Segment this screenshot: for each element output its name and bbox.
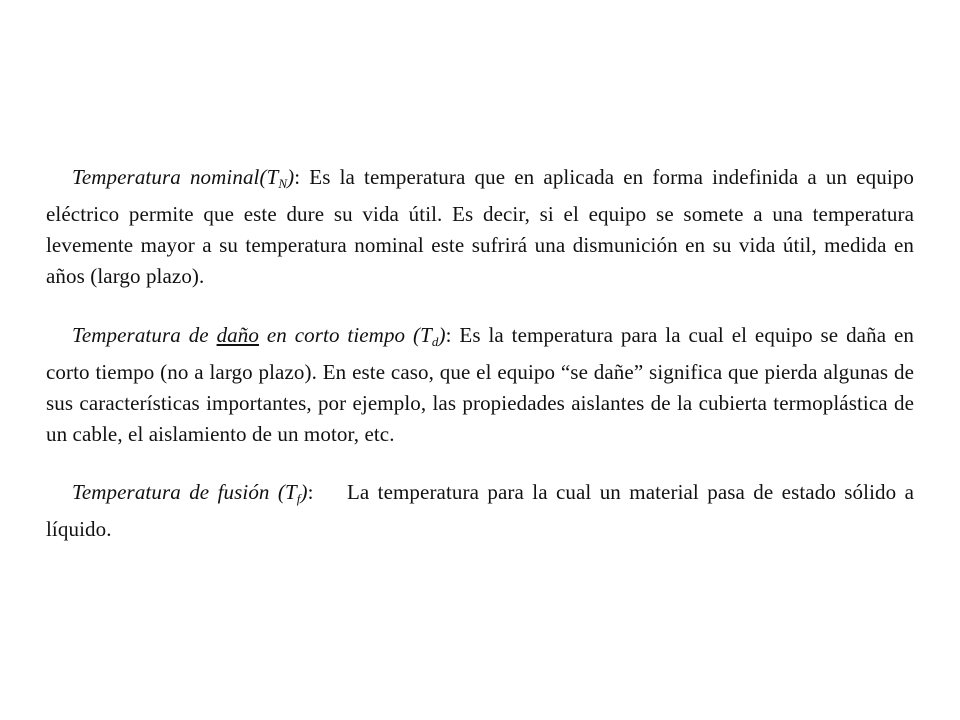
definition-text-nominal: Es la temperatura que en aplicada en forma indefinida a un equipo eléctrico permite que este dure su vida útil. Es decir, si el equipo se somete a una temperatura levemente mayor a su temperatura nominal este sufrirá una dismunición en su vida útil, medida en años (largo plazo). — [46, 165, 914, 288]
symbol-fusion-temperature: $(T_f)$ — [277, 480, 308, 506]
definition-fusion-temperature: Temperatura de fusión $(T_f)$: La temperatura para la cual un material pasa de estado sólido a líquido. — [46, 480, 914, 541]
definition-text-damage: Es la temperatura para la cual el equipo se daña en corto tiempo (no a largo plazo). En este caso, que el equipo “se dañe” significa que pierda algunas de sus características importantes, por ejemplo, las propiedades aislantes de la cubierta termoplástica de un cable, el aislamiento de un motor, etc. — [46, 323, 914, 446]
definition-damage-temperature: Temperatura de daño en corto tiempo $(T_d)$: Es la temperatura para la cual el equipo se daña en corto tiempo (no a largo plazo). En este caso, que el equipo “se dañe” significa que pierda algunas de sus características importantes, por ejemplo, las propiedades aislantes de la cubierta termoplástica de un cable, el aislamiento de un motor, etc. — [46, 323, 914, 446]
term-damage-temperature: Temperatura de daño en corto tiempo — [72, 323, 406, 347]
symbol-damage-temperature: $(T_d)$ — [413, 323, 446, 349]
symbol-nominal-temperature: $(T_N)$ — [259, 165, 295, 191]
definition-text-fusion: La temperatura para la cual un material pasa de estado sólido a líquido. — [46, 480, 914, 541]
definition-nominal-temperature: Temperatura $nominal(T_N)$: Es la temperatura que en aplicada en forma indefinida a un equipo eléctrico permite que este dure su vida útil. Es decir, si el equipo se somete a una temperatura levemente mayor a su temperatura nominal este sufrirá una dismunición en su vida útil, medida en años (largo plazo). — [46, 165, 914, 288]
term-fusion-temperature: Temperatura de fusión — [72, 480, 270, 504]
term-nominal-temperature: Temperatura nominal — [72, 165, 260, 189]
